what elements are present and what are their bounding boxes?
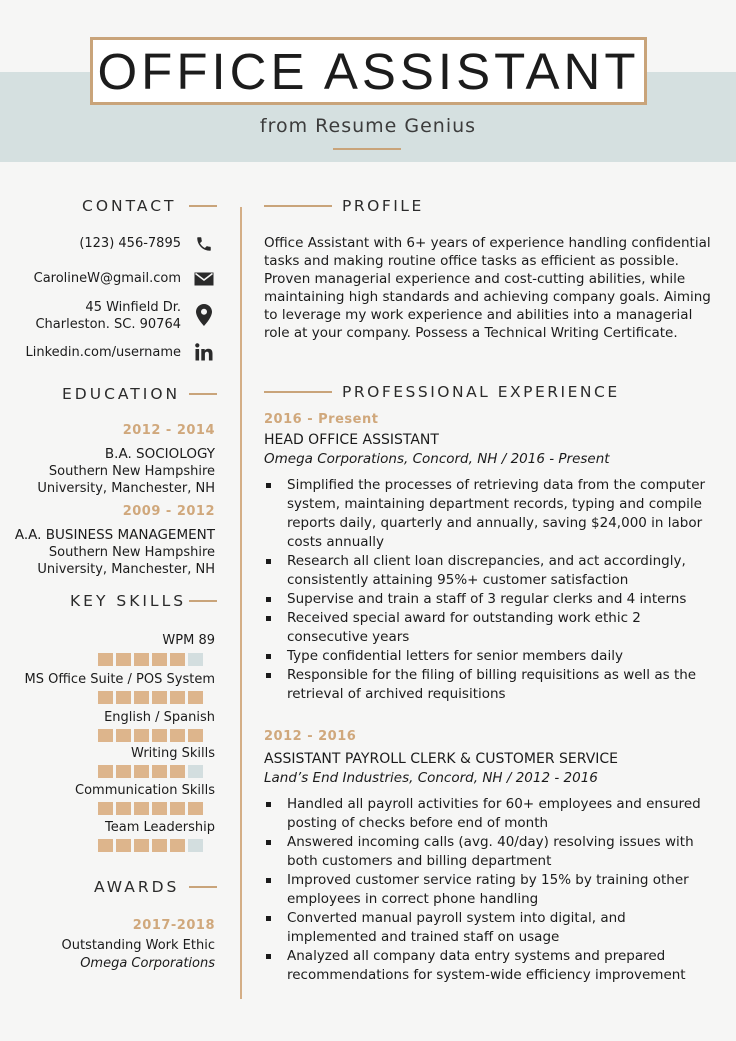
skill-square-empty: [188, 765, 203, 778]
skills-heading: KEY SKILLS: [70, 592, 187, 610]
skill-square-filled: [152, 802, 167, 815]
education-years: 2012 - 2014: [122, 423, 215, 438]
skill-name: Team Leadership: [105, 820, 215, 835]
awards-heading: AWARDS: [94, 878, 180, 896]
skill-square-filled: [152, 729, 167, 742]
skill-square-empty: [188, 653, 203, 666]
phone-icon: [193, 233, 215, 255]
skill-square-filled: [98, 802, 113, 815]
profile-heading: PROFILE: [342, 197, 424, 215]
list-item: Improved customer service rating by 15% by training other employees in correct phone handling: [264, 871, 714, 909]
skill-square-filled: [116, 729, 131, 742]
skill-square-filled: [134, 653, 149, 666]
job-bullets: [264, 476, 714, 704]
education-rule: [189, 393, 217, 395]
skill-square-filled: [170, 653, 185, 666]
skill-square-filled: [170, 839, 185, 852]
contact-phone: (123) 456-7895: [79, 236, 181, 251]
education-degree: B.A. SOCIOLOGY: [104, 446, 215, 462]
skill-square-empty: [188, 839, 203, 852]
column-divider: [240, 207, 242, 999]
award-years: 2017-2018: [132, 918, 215, 933]
job-dates: 2016 - Present: [264, 412, 379, 427]
skill-square-filled: [116, 839, 131, 852]
skill-square-filled: [170, 802, 185, 815]
skill-square-filled: [134, 729, 149, 742]
skill-square-filled: [98, 839, 113, 852]
education-school: Southern New Hampshire: [48, 545, 215, 560]
skill-square-filled: [188, 729, 203, 742]
skill-rating: [98, 802, 203, 815]
resume-subtitle: from Resume Genius: [259, 115, 477, 137]
skill-name: WPM 89: [162, 633, 215, 648]
contact-address-line1: 45 Winfield Dr.: [85, 300, 181, 315]
job-company: Land’s End Industries, Concord, NH / 2012 - 2016: [264, 770, 598, 786]
experience-heading: PROFESSIONAL EXPERIENCE: [342, 383, 620, 401]
contact-linkedin: Linkedin.com/username: [25, 345, 181, 360]
job-title: ASSISTANT PAYROLL CLERK & CUSTOMER SERVICE: [264, 751, 619, 767]
skill-square-filled: [134, 691, 149, 704]
list-item: Converted manual payroll system into digital, and implemented and trained staff on usage: [264, 909, 714, 947]
awards-rule: [189, 886, 217, 888]
skill-rating: [98, 765, 203, 778]
map-pin-icon: [193, 304, 215, 326]
skill-square-filled: [116, 653, 131, 666]
skill-square-filled: [116, 802, 131, 815]
skill-square-filled: [188, 691, 203, 704]
award-name: Outstanding Work Ethic: [61, 938, 215, 953]
list-item: Simplified the processes of retrieving data from the computer system, maintaining department records, typing and compile reports daily, quarterly and annually, saving $24,000 in labor costs annually: [264, 476, 714, 552]
list-item: Responsible for the filing of billing requisitions as well as the retrieval of archived requisitions: [264, 666, 714, 704]
skill-rating: [98, 729, 203, 742]
contact-rule: [189, 205, 217, 207]
profile-text: Office Assistant with 6+ years of experience handling confidential tasks and making routine office tasks as efficient as possible. Proven managerial experience and cost-cutting abilities, while maintaining high standards and achieving company goals. Aiming to leverage my work experience and abilities into a managerial role at your company. Possess a Technical Writing Certificate.: [264, 235, 711, 341]
skill-square-filled: [116, 691, 131, 704]
job-company: Omega Corporations, Concord, NH / 2016 - Present: [264, 451, 610, 467]
skill-rating: [98, 653, 203, 666]
skill-square-filled: [98, 653, 113, 666]
skill-name: Writing Skills: [131, 746, 215, 761]
skill-rating: [98, 691, 203, 704]
contact-heading: CONTACT: [82, 197, 177, 215]
list-item: Research all client loan discrepancies, and act accordingly, consistently attaining 95%+ customer satisfaction: [264, 552, 714, 590]
skill-rating: [98, 839, 203, 852]
award-org: Omega Corporations: [80, 956, 215, 971]
skill-square-filled: [134, 765, 149, 778]
list-item: Answered incoming calls (avg. 40/day) resolving issues with both customers and billing department: [264, 833, 714, 871]
skill-square-filled: [134, 802, 149, 815]
skill-square-filled: [134, 839, 149, 852]
list-item: Analyzed all company data entry systems and prepared recommendations for system-wide efficiency improvement: [264, 947, 714, 985]
skill-square-filled: [152, 653, 167, 666]
title-box: [90, 37, 647, 105]
skill-square-filled: [170, 765, 185, 778]
skill-name: Communication Skills: [75, 783, 215, 798]
skill-square-filled: [98, 729, 113, 742]
list-item: Received special award for outstanding work ethic 2 consecutive years: [264, 609, 714, 647]
skill-name: English / Spanish: [104, 710, 215, 725]
skill-square-filled: [152, 765, 167, 778]
job-dates: 2012 - 2016: [264, 729, 357, 744]
linkedin-icon: [193, 341, 215, 363]
skill-square-filled: [98, 691, 113, 704]
list-item: Type confidential letters for senior members daily: [264, 647, 714, 666]
contact-email: CarolineW@gmail.com: [33, 271, 181, 286]
skill-square-filled: [188, 802, 203, 815]
resume-title: OFFICE ASSISTANT: [97, 42, 640, 100]
experience-rule: [264, 391, 332, 393]
education-heading: EDUCATION: [62, 385, 181, 403]
skill-name: MS Office Suite / POS System: [24, 672, 215, 687]
skill-square-filled: [116, 765, 131, 778]
skill-square-filled: [152, 839, 167, 852]
education-school: University, Manchester, NH: [37, 481, 215, 496]
job-bullets: [264, 795, 714, 985]
skill-square-filled: [98, 765, 113, 778]
education-years: 2009 - 2012: [122, 504, 215, 519]
skill-square-filled: [170, 691, 185, 704]
profile-rule: [264, 205, 332, 207]
skills-rule: [189, 600, 217, 602]
subtitle-rule: [333, 148, 401, 150]
education-school: University, Manchester, NH: [37, 562, 215, 577]
skill-square-filled: [152, 691, 167, 704]
job-title: HEAD OFFICE ASSISTANT: [264, 432, 439, 448]
list-item: Supervise and train a staff of 3 regular clerks and 4 interns: [264, 590, 714, 609]
education-degree: A.A. BUSINESS MANAGEMENT: [14, 527, 215, 543]
contact-address-line2: Charleston. SC. 90764: [35, 317, 181, 332]
envelope-icon: [193, 268, 215, 290]
skill-square-filled: [170, 729, 185, 742]
education-school: Southern New Hampshire: [48, 464, 215, 479]
list-item: Handled all payroll activities for 60+ employees and ensured posting of checks before end of month: [264, 795, 714, 833]
